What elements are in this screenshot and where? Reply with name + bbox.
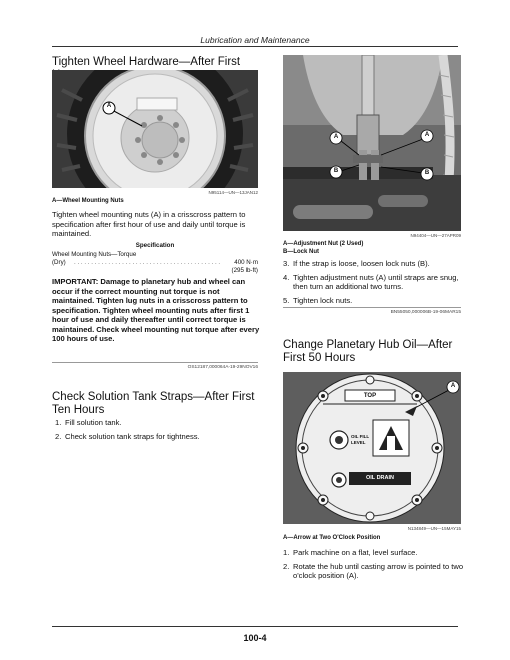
header-rule	[52, 46, 458, 47]
section-heading-planetary-hub: Change Planetary Hub Oil—After First 50 Hours	[283, 339, 453, 364]
footer-rule	[52, 626, 458, 627]
figure-caption-b: B—Lock Nut	[283, 249, 319, 255]
page-header-title: Lubrication and Maintenance	[200, 35, 310, 45]
spec-leader-dots: . . . . . . . . . . . . . . . . . . . . . . . . . . . . . . . . . . . . . . . . . . .	[74, 259, 221, 266]
section-heading-wheel-hardware: Tighten Wheel Hardware—After First	[52, 56, 241, 68]
reference-code: BN55050,000006B-19-06MAR15	[390, 310, 461, 315]
figure-caption-a: A—Adjustment Nut (2 Used)	[283, 241, 364, 247]
section-divider	[283, 307, 461, 308]
page-number: 100-4	[243, 633, 267, 643]
step-item: 1. Fill solution tank.	[55, 418, 122, 427]
wheel-hardware-photo	[52, 70, 258, 188]
important-notice: IMPORTANT: Damage to planetary hub and wheel can occur if the correct mounting nut torque is not maintained. Tighten lug nuts in a crisscross pattern to specification. Tighten wheel mounting nuts after first 1 hour of use and daily thereafter until correct torque is maintained. Check wheel mounting nut torque after every 100 hours of use.	[52, 277, 260, 343]
step-item: 4. Tighten adjustment nuts (A) until straps are snug, then turn an additional two turns.	[283, 272, 459, 291]
step-item: 5. Tighten lock nuts.	[283, 295, 353, 305]
spec-row	[52, 259, 258, 267]
callout-a-label: A	[106, 103, 112, 109]
callout-a-label: A	[333, 134, 339, 140]
planetary-hub-diagram	[283, 372, 461, 524]
reference-code: OS12187,000064A-19-29NOV16	[187, 365, 258, 370]
figure-id: N134849—UN—15MAY15	[407, 526, 461, 531]
callout-b-label: B	[333, 168, 339, 174]
label-oil-drain: OIL DRAIN	[365, 475, 394, 481]
spec-value-imperial: (295 lb-ft)	[231, 267, 258, 274]
section-heading-solution-tank: Check Solution Tank Straps—After First Ten Hours	[52, 391, 255, 416]
callout-a-label: A	[450, 383, 456, 389]
spec-sublabel: (Dry)	[52, 259, 66, 266]
figure-id: N95114—UN—13JAN12	[208, 190, 258, 195]
label-level: LEVEL	[351, 440, 366, 445]
step-item: 2. Rotate the hub until casting arrow is pointed to two o'clock position (A).	[283, 561, 464, 580]
solution-tank-steps	[55, 418, 260, 445]
step-item: 1. Park machine on a flat, level surface.	[283, 548, 418, 557]
hub-oil-steps	[283, 548, 468, 585]
spec-title: Specification	[135, 242, 175, 249]
tank-strap-photo	[283, 55, 461, 231]
step-item: 2. Check solution tank straps for tightness.	[55, 431, 200, 441]
section-divider	[52, 362, 258, 363]
wheel-hardware-paragraph: Tighten wheel mounting nuts (A) in a crisscross pattern to specification after first hour of use and daily until torque is maintained.	[52, 210, 246, 238]
callout-b-label: B	[424, 170, 430, 176]
spec-value: 400 N·m	[234, 259, 258, 266]
spec-label: Wheel Mounting Nuts—Torque	[52, 251, 137, 258]
figure-caption: A—Wheel Mounting Nuts	[52, 198, 124, 204]
strap-adjust-steps	[283, 259, 468, 309]
label-oil-fill: OIL FILL	[351, 434, 370, 439]
step-item: 3. If the strap is loose, loosen lock nuts (B).	[283, 259, 430, 268]
figure-caption: A—Arrow at Two O'Clock Position	[283, 535, 381, 541]
label-top: TOP	[363, 393, 377, 399]
figure-id: N94404—UN—27APR09	[410, 233, 461, 238]
callout-a-label: A	[424, 132, 430, 138]
